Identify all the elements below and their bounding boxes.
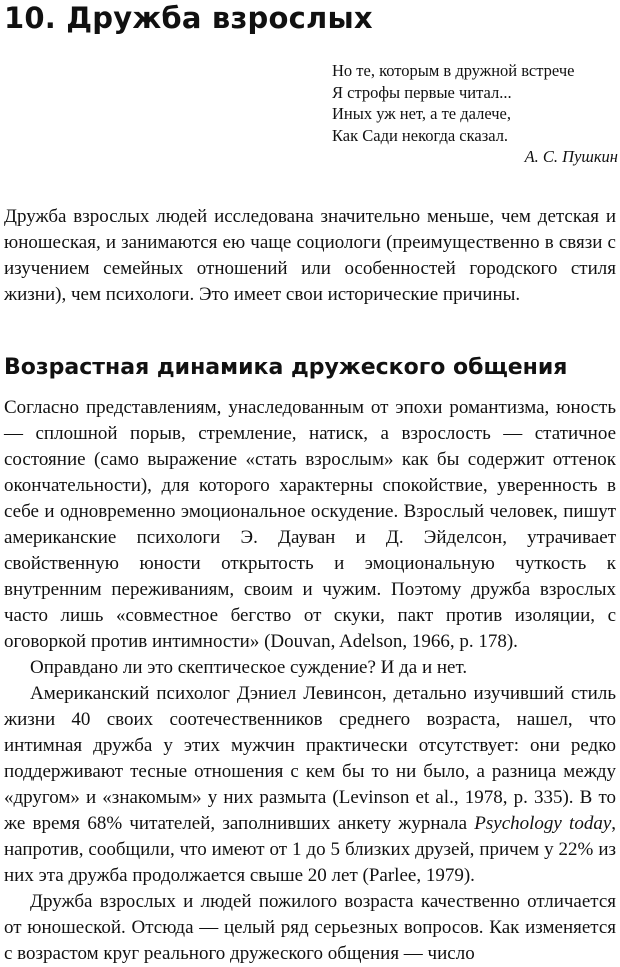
journal-title: Psychology today — [474, 813, 612, 834]
epigraph-author: А. С. Пушкин — [524, 147, 618, 166]
section-paragraph-1: Согласно представлениям, унаследованным от эпохи романтизма, юность — сплошной порыв, стремление, натиск, а взрослость — статичное состояние (само выражение «стать взрослым» как бы содержит оттенок окончательности), для которого характерны спокойствие, уверенность в себе и одновременно эмоциональное оскудение. Взрослый человек, пишут американские психологи Э. Дауван и Д. Эйделсон, утрачивает свойственную юности открытость и эмоциональную чуткость к внутренним переживаниям, своим и чужим. Поэтому дружба взрослых часто лишь «совместное бегство от скуки, пакт против изоляции, с оговоркой против интимности» (Douvan, Adelson, 1966, р. 178). — [4, 397, 616, 652]
section-heading: Возрастная динамика дружеского общения — [4, 355, 568, 380]
epigraph-line: Как Сади некогда сказал. — [332, 125, 509, 145]
paragraph-text: Американский психолог Дэниел Левинсон, детально изучивший стиль жизни 40 своих соотечественников среднего возраста, нашел, что интимная дружба у этих мужчин практически отсутствует: они редко поддерживают тесные отношения с кем бы то ни было, а разница между «другом» и «знакомым» у них размыта (Levinson et al., 1978, р. 335). В то же время 68% читателей, заполнивших анкету журнала — [4, 683, 616, 834]
paragraph-text: , напротив, сообщили, что имеют от 1 до 5 близких друзей, причем у 22% из них эта дружба продолжается свыше 20 лет (Parlee, 1979). — [4, 813, 616, 886]
section-paragraph-3 — [4, 681, 616, 889]
intro-paragraph: Дружба взрослых людей исследована значительно меньше, чем детская и юношеская, и занимаются ею чаще социологи (преимущественно в связи с изучением семейных отношений или особенностей городского стиля жизни), чем психологи. Это имеет свои исторические причины. — [4, 206, 616, 305]
epigraph-line: Иных уж нет, а те далече, — [332, 104, 512, 123]
section-paragraph-4: Дружба взрослых и людей пожилого возраста качественно отличается от юношеской. Отсюда — целый ряд серьезных вопросов. Как изменяется с возрастом круг реального дружеского общения — число — [4, 891, 616, 964]
section-paragraph-2: Оправдано ли это скептическое суждение? И да и нет. — [30, 657, 468, 678]
section-body — [4, 395, 616, 967]
epigraph-line: Но те, которым в дружной встрече — [332, 61, 575, 80]
chapter-title: 10. Дружба взрослых — [4, 1, 373, 35]
epigraph-line: Я строфы первые читал... — [332, 82, 512, 102]
epigraph — [332, 60, 620, 168]
